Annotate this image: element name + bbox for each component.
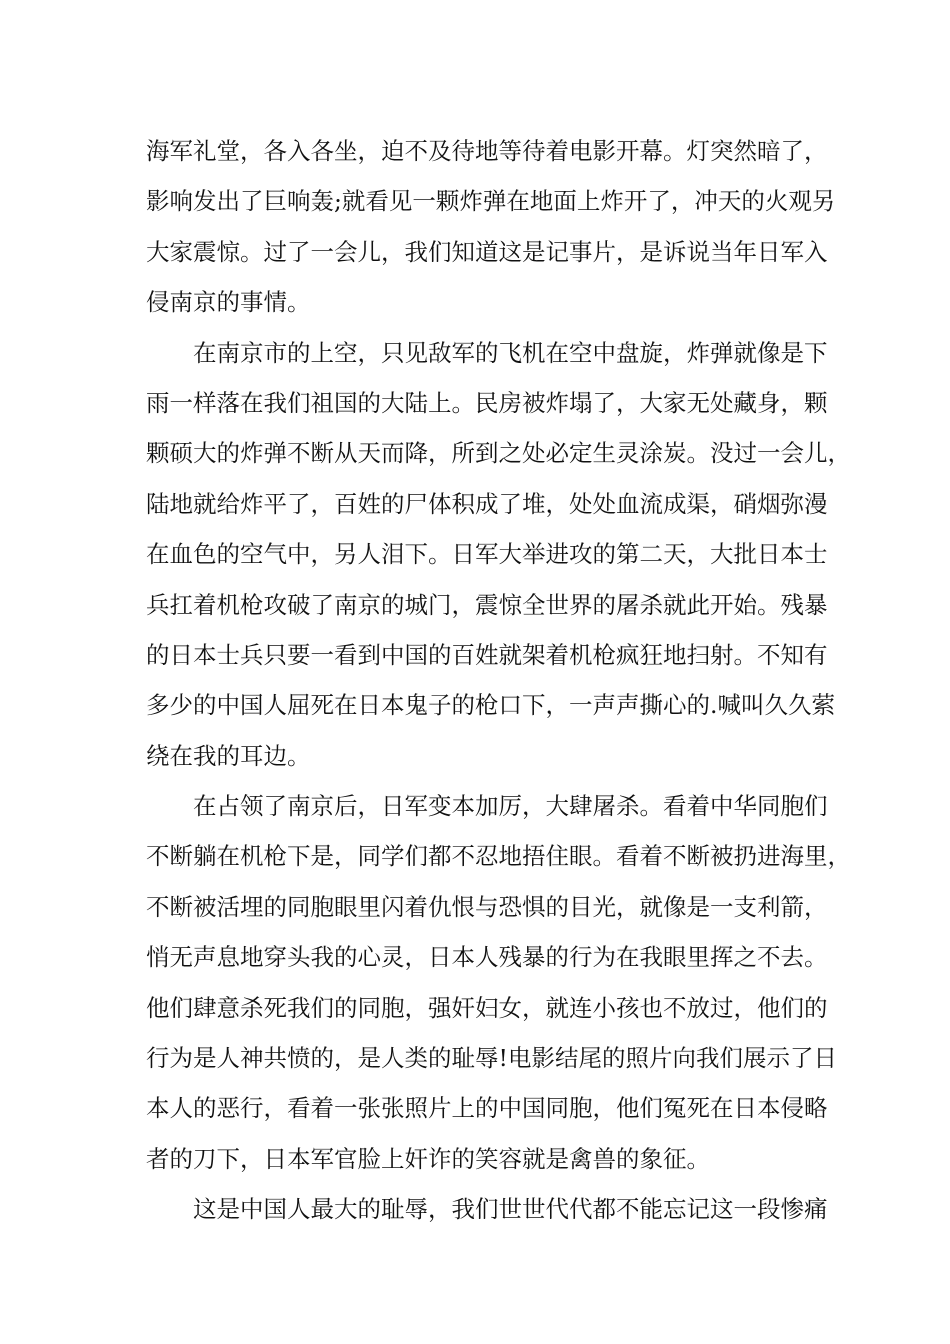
text-line: 悄无声息地穿头我的心灵，日本人残暴的行为在我眼里挥之不去。	[146, 943, 828, 972]
text-line: 陆地就给炸平了，百姓的尸体积成了堆，处处血流成渠，硝烟弥漫	[146, 489, 828, 518]
text-line: 多少的中国人屈死在日本鬼子的枪口下，一声声撕心的.喊叫久久萦	[146, 691, 835, 720]
text-line: 在血色的空气中，另人泪下。日军大举进攻的第二天，大批日本士	[146, 540, 828, 569]
text-line: 兵扛着机枪攻破了南京的城门，震惊全世界的屠杀就此开始。残暴	[146, 590, 828, 619]
text-line: 大家震惊。过了一会儿，我们知道这是记事片，是诉说当年日军入	[146, 237, 828, 266]
text-line: 在南京市的上空，只见敌军的飞机在空中盘旋，炸弹就像是下	[146, 338, 828, 367]
text-line: 不断被活埋的同胞眼里闪着仇恨与恐惧的目光，就像是一支利箭，	[146, 892, 828, 921]
text-line: 这是中国人最大的耻辱，我们世世代代都不能忘记这一段惨痛	[146, 1195, 828, 1224]
text-line: 本人的恶行，看着一张张照片上的中国同胞，他们冤死在日本侵略	[146, 1094, 828, 1123]
text-line: 影响发出了巨响轰;就看见一颗炸弹在地面上炸开了，冲天的火观另	[146, 187, 836, 216]
text-line: 的日本士兵只要一看到中国的百姓就架着机枪疯狂地扫射。不知有	[146, 640, 828, 669]
text-line: 海军礼堂，各入各坐，迫不及待地等待着电影开幕。灯突然暗了，	[146, 137, 828, 165]
text-line: 在占领了南京后，日军变本加厉，大肆屠杀。看着中华同胞们	[146, 792, 828, 821]
text-line: 他们肆意杀死我们的同胞，强奸妇女，就连小孩也不放过，他们的	[146, 993, 828, 1022]
text-line: 行为是人神共愤的，是人类的耻辱!电影结尾的照片向我们展示了日	[146, 1044, 837, 1073]
text-line: 雨一样落在我们祖国的大陆上。民房被炸塌了，大家无处藏身，颗	[146, 388, 828, 417]
text-line: 者的刀下，日本军官脸上奸诈的笑容就是禽兽的象征。	[146, 1144, 710, 1173]
document-body-text	[146, 126, 851, 1235]
text-line: 不断躺在机枪下是，同学们都不忍地捂住眼。看着不断被扔进海里，	[146, 842, 851, 871]
text-line: 侵南京的事情。	[146, 288, 311, 317]
text-line: 颗硕大的炸弹不断从天而降，所到之处必定生灵涂炭。没过一会儿，	[146, 439, 851, 468]
text-line: 绕在我的耳边。	[146, 741, 311, 770]
